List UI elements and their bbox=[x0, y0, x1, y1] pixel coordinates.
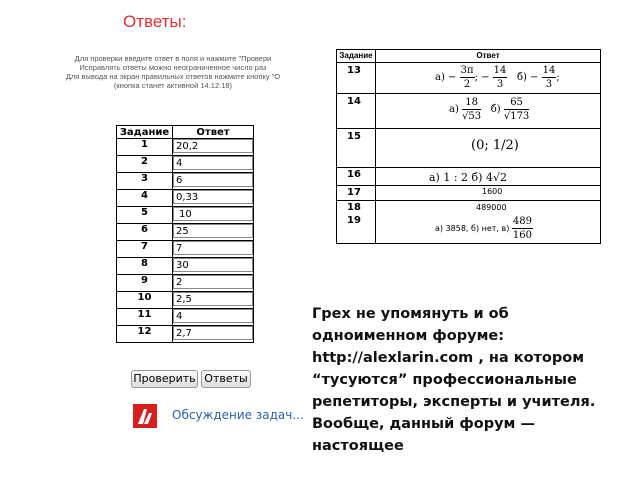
task-number: 10 bbox=[117, 292, 173, 309]
answer-15: (0; 1/2) bbox=[471, 138, 519, 153]
answer-input[interactable]: 30 bbox=[173, 258, 253, 272]
table-row bbox=[117, 207, 254, 224]
answer-input[interactable]: 4 bbox=[173, 309, 253, 323]
row-divider bbox=[337, 200, 600, 201]
table-row bbox=[117, 173, 254, 190]
task-number: 13 bbox=[347, 65, 361, 76]
answer-14 bbox=[449, 96, 529, 123]
answer-label: б) bbox=[490, 104, 501, 115]
table-row bbox=[117, 224, 254, 241]
header-answer: Ответ bbox=[476, 51, 500, 60]
answer-16: а) 1 : 2 б) 4√2 bbox=[429, 171, 507, 184]
fraction-denominator: 160 bbox=[512, 230, 532, 241]
table-row bbox=[117, 326, 254, 343]
quote-text: Грех не упомянуть и об одноименном форуме: http://alexlarin.com , на котором “тусуются” профессиональные репетиторы, эксперты и учителя. Вообще, данный форум — настоящее bbox=[312, 306, 596, 454]
check-button[interactable]: Проверить bbox=[131, 370, 198, 388]
row-divider bbox=[337, 185, 600, 186]
task-number: 7 bbox=[117, 241, 173, 258]
fraction-numerator: 489 bbox=[512, 216, 532, 227]
answer-input[interactable]: 2 bbox=[173, 275, 253, 289]
row-divider bbox=[337, 167, 600, 168]
answer-input[interactable]: 25 bbox=[173, 224, 253, 238]
answer-label: а) bbox=[435, 72, 445, 83]
fraction-denominator: 3 bbox=[496, 79, 504, 90]
answer-label: б) bbox=[516, 72, 527, 83]
table-row bbox=[117, 139, 254, 156]
header-task: Задание bbox=[339, 51, 373, 60]
fraction-numerator: 14 bbox=[542, 65, 556, 76]
task-number: 14 bbox=[347, 96, 361, 107]
fraction-denominator: √173 bbox=[503, 111, 530, 122]
table-row bbox=[117, 258, 254, 275]
answer-18: 489000 bbox=[476, 203, 507, 212]
table-row bbox=[117, 190, 254, 207]
task-number: 2 bbox=[117, 156, 173, 173]
answer-input[interactable]: 2,5 bbox=[173, 292, 253, 306]
table-row bbox=[117, 309, 254, 326]
answer-19-text: а) 3858, б) нет, в) bbox=[435, 224, 510, 233]
fraction-numerator: 18 bbox=[462, 96, 481, 110]
instruction-line: (кнопка станет активной 14.12.18) bbox=[113, 81, 233, 90]
fraction-denominator: √53 bbox=[462, 111, 482, 122]
table-row bbox=[117, 156, 254, 173]
task-number: 1 bbox=[117, 139, 173, 156]
forum-logo-icon[interactable] bbox=[133, 404, 157, 428]
task-number: 15 bbox=[347, 131, 361, 142]
header-answer: Ответ bbox=[173, 126, 254, 139]
task-number: 19 bbox=[347, 215, 361, 226]
answer-input[interactable]: 4 bbox=[173, 156, 253, 170]
task-number: 5 bbox=[117, 207, 173, 224]
fraction-numerator: 3π bbox=[460, 65, 474, 76]
task-number: 17 bbox=[347, 187, 361, 198]
table-row bbox=[117, 292, 254, 309]
column-divider bbox=[375, 50, 376, 243]
fraction-numerator: 65 bbox=[504, 96, 529, 110]
answer-19 bbox=[435, 215, 533, 242]
task-number: 4 bbox=[117, 190, 173, 207]
task-number: 16 bbox=[347, 169, 361, 180]
table-row bbox=[117, 275, 254, 292]
instruction-line: Для вывода на экран правильных ответов нажмите кнопку "О bbox=[65, 72, 281, 81]
discussion-link[interactable]: Обсуждение задач... bbox=[172, 408, 304, 422]
row-divider bbox=[337, 128, 600, 129]
instruction-line: Для проверки введите ответ в поля и нажмите "Провери bbox=[74, 54, 272, 63]
answer-input[interactable]: 2,7 bbox=[173, 326, 253, 340]
answer-table bbox=[116, 125, 254, 343]
answer-input[interactable]: 20,2 bbox=[173, 139, 253, 153]
task-number: 3 bbox=[117, 173, 173, 190]
header-task: Задание bbox=[117, 126, 173, 139]
answer-input[interactable]: 0,33 bbox=[173, 190, 253, 204]
row-divider bbox=[337, 62, 600, 63]
task-number: 18 bbox=[347, 202, 361, 213]
task-number: 8 bbox=[117, 258, 173, 275]
answer-label: а) bbox=[449, 104, 459, 115]
task-number: 12 bbox=[117, 326, 173, 343]
page-title: Ответы: bbox=[123, 12, 187, 31]
fraction-denominator: 2 bbox=[463, 79, 471, 90]
task-number: 6 bbox=[117, 224, 173, 241]
answer-input[interactable]: 10 bbox=[173, 207, 253, 221]
answer-input[interactable]: 7 bbox=[173, 241, 253, 255]
instruction-line: Исправлять ответы можно неограниченное число раз bbox=[79, 63, 267, 72]
answer-17: 1600 bbox=[482, 187, 503, 196]
fraction-numerator: 14 bbox=[493, 65, 507, 76]
row-divider bbox=[337, 93, 600, 94]
answers-image-table bbox=[336, 49, 601, 244]
fraction-denominator: 3 bbox=[545, 79, 553, 90]
answer-input[interactable]: 6 bbox=[173, 173, 253, 187]
answer-13: а) − $\frac{3\pi}{2}$ ; − $\frac{14}{3}$ б) − $\frac{14}{3}$ ; bbox=[435, 65, 560, 90]
task-number: 11 bbox=[117, 309, 173, 326]
table-row bbox=[117, 241, 254, 258]
answers-button[interactable]: Ответы bbox=[201, 370, 251, 388]
task-number: 9 bbox=[117, 275, 173, 292]
